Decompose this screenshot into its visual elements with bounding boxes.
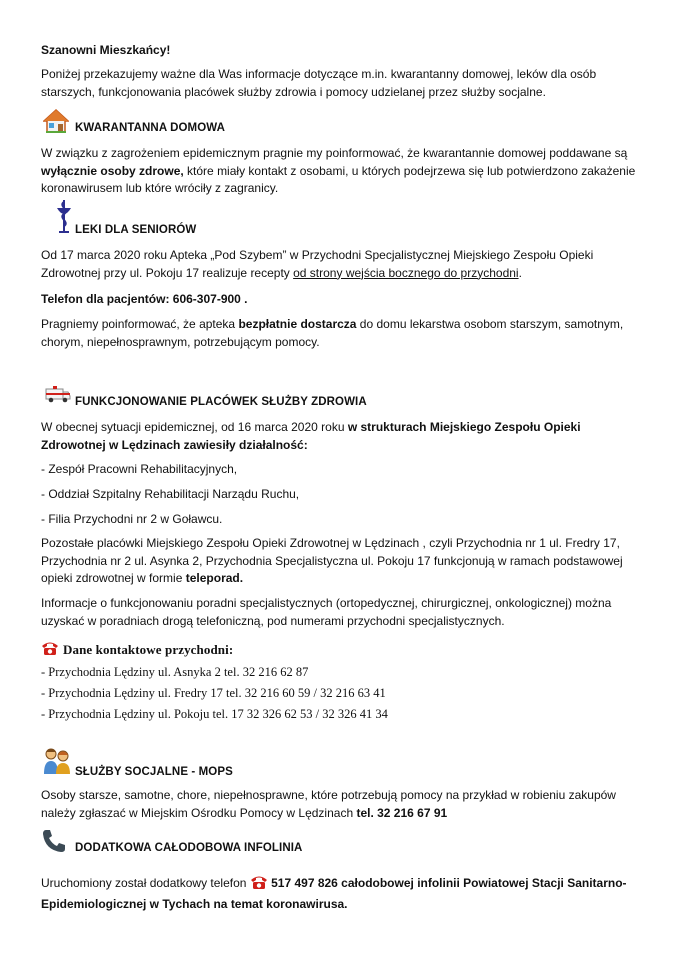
health-text-bold: w strukturach Miejskiego Zespołu Opieki Zdrowotnej w Lędzinach zawiesiły działalność: (41, 420, 581, 452)
infoline-heading: DODATKOWA CAŁODOBOWA INFOLINIA (75, 842, 303, 854)
seniors-paragraph (41, 247, 641, 282)
infoline-text-bold: 517 497 826 całodobowej infolinii Powiatowej Stacji Sanitarno-Epidemiologicznej w Tychach na temat koronawirusa. (41, 876, 627, 911)
list-item: - Oddział Szpitalny Rehabilitacji Narządu Ruchu, (41, 487, 300, 501)
quarantine-text-c: które miały kontakt z osobami, u których podejrzewa się lub potwierdzono zakażenie koronawirusem lub które wróciły z zagranicy. (41, 163, 636, 195)
quarantine-text-bold: wyłącznie osoby zdrowe, (41, 163, 184, 178)
quarantine-heading: KWARANTANNA DOMOWA (75, 122, 226, 134)
bowl-of-hygieia-icon (54, 198, 74, 237)
contact-item: - Przychodnia Lędziny ul. Fredry 17 tel. 32 216 60 59 / 32 216 63 41 (41, 686, 386, 700)
infoline-paragraph (41, 874, 641, 913)
health-facilities-paragraph (41, 535, 641, 588)
social-phone: tel. 32 216 67 91 (356, 805, 448, 820)
health-specialist-paragraph: Informacje o funkcjonowaniu poradni specjalistycznych (ortopedycznej, chirurgicznej, onkologicznej) można uzyskać w poradniach drogą telefoniczną, pod numerami przychodni specjalistycznych. (41, 596, 612, 628)
quarantine-text-a: W związku z zagrożeniem epidemicznym pragnie my poinformować, że kwarantannie domowej poddawane są (41, 146, 628, 160)
red-telephone-icon (250, 874, 268, 896)
health-heading: FUNKCJONOWANIE PLACÓWEK SŁUŻBY ZDROWIA (75, 396, 367, 408)
telephone-handset-icon (41, 828, 67, 857)
delivery-text-a: Pragniemy poinformować, że apteka (41, 317, 239, 331)
seniors-delivery-paragraph (41, 316, 641, 351)
seniors-text-a: Od 17 marca 2020 roku Apteka „Pod Szybem” w Przychodni Specjalistycznej Miejskiego Zespołu Opieki Zdrowotnej przy ul. Pokoju 17 realizuje recepty (41, 248, 594, 280)
contact-item: - Przychodnia Lędziny ul. Pokoju tel. 17 32 326 62 53 / 32 326 41 34 (41, 707, 388, 721)
contacts-heading: Dane kontaktowe przychodni: (63, 642, 234, 657)
health-paragraph (41, 419, 641, 454)
health-text-a: W obecnej sytuacji epidemicznej, od 16 marca 2020 roku (41, 420, 348, 434)
seniors-text-end: . (518, 265, 522, 280)
red-telephone-icon (41, 640, 59, 659)
social-paragraph (41, 787, 641, 822)
intro-paragraph: Poniżej przekazujemy ważne dla Was informacje dotyczące m.in. kwarantanny domowej, leków dla osób starszych, funkcjonowania placówek służby zdrowia i pomocy udzielanej przez służby socjalne. (41, 67, 597, 99)
facilities-text-bold: teleporad. (185, 571, 244, 585)
people-icon (43, 747, 71, 778)
infoline-text-a: Uruchomiony został dodatkowy telefon (41, 876, 250, 890)
social-heading: SŁUŻBY SOCJALNE - MOPS (75, 766, 233, 778)
ambulance-icon (45, 385, 71, 406)
list-item: - Filia Przychodni nr 2 w Goławcu. (41, 512, 223, 526)
house-icon (43, 109, 69, 136)
delivery-text-c: do domu lekarstwa osobom starszym, samotnym, chorym, niepełnosprawnym, potrzebującym pomocy. (41, 317, 624, 349)
list-item: - Zespół Pracowni Rehabilitacyjnych, (41, 462, 238, 476)
seniors-heading: LEKI DLA SENIORÓW (75, 224, 197, 236)
seniors-underlined-text: od strony wejścia bocznego do przychodni (293, 265, 519, 280)
greeting: Szanowni Mieszkańcy! (41, 43, 171, 57)
contact-item: - Przychodnia Lędziny ul. Asnyka 2 tel. 32 216 62 87 (41, 665, 309, 679)
social-text-a: Osoby starsze, samotne, chore, niepełnosprawne, które potrzebują pomocy na przykład w robieniu zakupów należy zgłaszać w Miejskim Ośrodku Pomocy w Lędzinach (41, 788, 616, 820)
facilities-text-a: Pozostałe placówki Miejskiego Zespołu Opieki Zdrowotnej w Lędzinach , czyli Przychodnia nr 1 ul. Fredry 17, Przychodnia nr 2 ul. Asynka 2, Przychodnia Specjalistyczna ul. Pokoju 17 funkcjonują w ramach podstawowej opieki zdrowotnej w formie (41, 536, 623, 585)
quarantine-paragraph (41, 145, 641, 198)
seniors-phone: Telefon dla pacjentów: 606-307-900 . (41, 292, 248, 306)
delivery-text-bold: bezpłatnie dostarcza (238, 317, 357, 331)
